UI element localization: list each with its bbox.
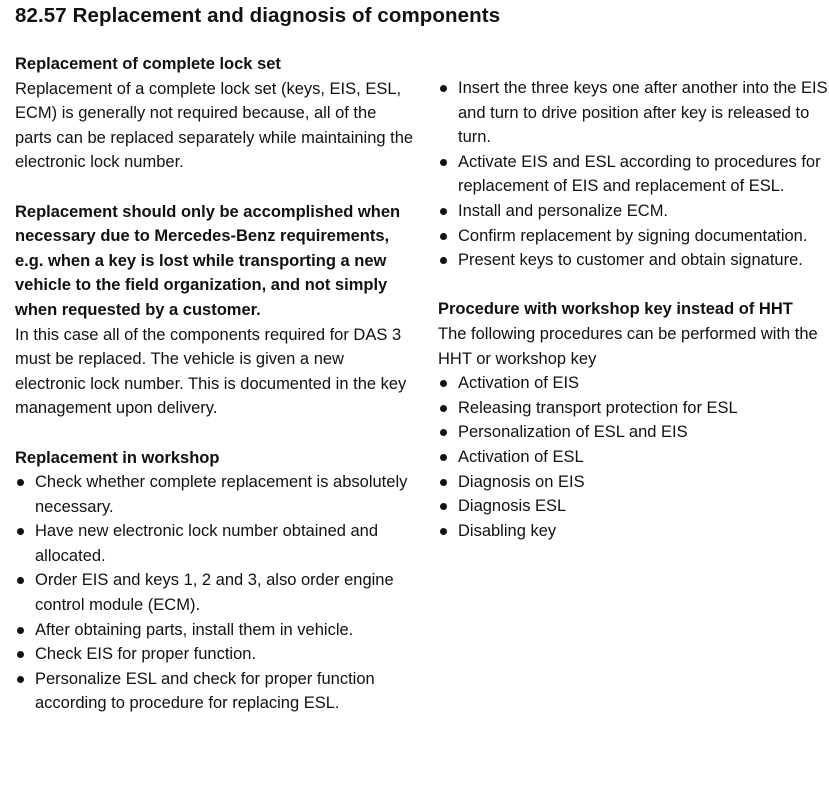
bullet-icon <box>440 159 447 166</box>
list-item: Check whether complete replacement is absolutely necessary. <box>15 470 415 519</box>
section-heading-workshop-key: Procedure with workshop key instead of HHT <box>438 300 793 319</box>
left-column <box>15 52 415 716</box>
bullet-icon <box>440 454 447 461</box>
bullet-icon <box>17 528 24 535</box>
bullet-icon <box>17 577 24 584</box>
workshop-key-intro: The following procedures can be performed with the HHT or workshop key <box>438 324 818 368</box>
bullet-icon <box>440 405 447 412</box>
bullet-icon <box>440 208 447 215</box>
list-item: Activate EIS and ESL according to procedures for replacement of EIS and replacement of ESL. <box>438 150 828 199</box>
list-item: Diagnosis ESL <box>438 494 828 519</box>
list-item: Disabling key <box>438 519 828 544</box>
bullet-icon <box>440 528 447 535</box>
list-item: Activation of EIS <box>438 371 828 396</box>
replacement-warning-text: In this case all of the components required for DAS 3 must be replaced. The vehicle is given a new electronic lock number. This is documented in the key management upon delivery. <box>15 325 407 418</box>
replacement-warning-bold: Replacement should only be accomplished when necessary due to Mercedes-Benz requirements, e.g. when a key is lost while transporting a new vehicle to the field organization, and not simply when requested by a customer. <box>15 202 401 319</box>
bullet-icon <box>440 479 447 486</box>
complete-lock-set-text: Replacement of a complete lock set (keys, EIS, ESL, ECM) is generally not required because, all of the parts can be replaced separately while maintaining the electronic lock number. <box>15 79 414 172</box>
bullet-icon <box>440 429 447 436</box>
section-heading-replacement-in-workshop: Replacement in workshop <box>15 448 220 467</box>
right-column <box>438 76 828 543</box>
bullet-icon <box>440 233 447 240</box>
list-item: Have new electronic lock number obtained and allocated. <box>15 519 415 568</box>
workshop-steps-list <box>15 470 415 716</box>
list-item: Present keys to customer and obtain signature. <box>438 248 828 273</box>
list-item: Personalization of ESL and EIS <box>438 420 828 445</box>
list-item: Activation of ESL <box>438 445 828 470</box>
page-title: 82.57 Replacement and diagnosis of components <box>15 4 501 27</box>
list-item: Install and personalize ECM. <box>438 199 828 224</box>
bullet-icon <box>440 85 447 92</box>
list-item: Order EIS and keys 1, 2 and 3, also order engine control module (ECM). <box>15 568 415 617</box>
list-item: Confirm replacement by signing documentation. <box>438 224 828 249</box>
list-item: After obtaining parts, install them in vehicle. <box>15 618 415 643</box>
list-item: Check EIS for proper function. <box>15 642 415 667</box>
section-heading-complete-lock-set: Replacement of complete lock set <box>15 55 281 73</box>
workshop-steps-continued-list <box>438 76 828 273</box>
bullet-icon <box>17 676 24 683</box>
workshop-key-procedures-list <box>438 371 828 543</box>
bullet-icon <box>440 257 447 264</box>
bullet-icon <box>17 479 24 486</box>
list-item: Diagnosis on EIS <box>438 470 828 495</box>
bullet-icon <box>17 627 24 634</box>
list-item: Personalize ESL and check for proper function according to procedure for replacing ESL. <box>15 667 415 716</box>
bullet-icon <box>17 651 24 658</box>
bullet-icon <box>440 380 447 387</box>
list-item: Releasing transport protection for ESL <box>438 396 828 421</box>
list-item: Insert the three keys one after another into the EIS and turn to drive position after key is released to turn. <box>438 76 828 150</box>
bullet-icon <box>440 503 447 510</box>
